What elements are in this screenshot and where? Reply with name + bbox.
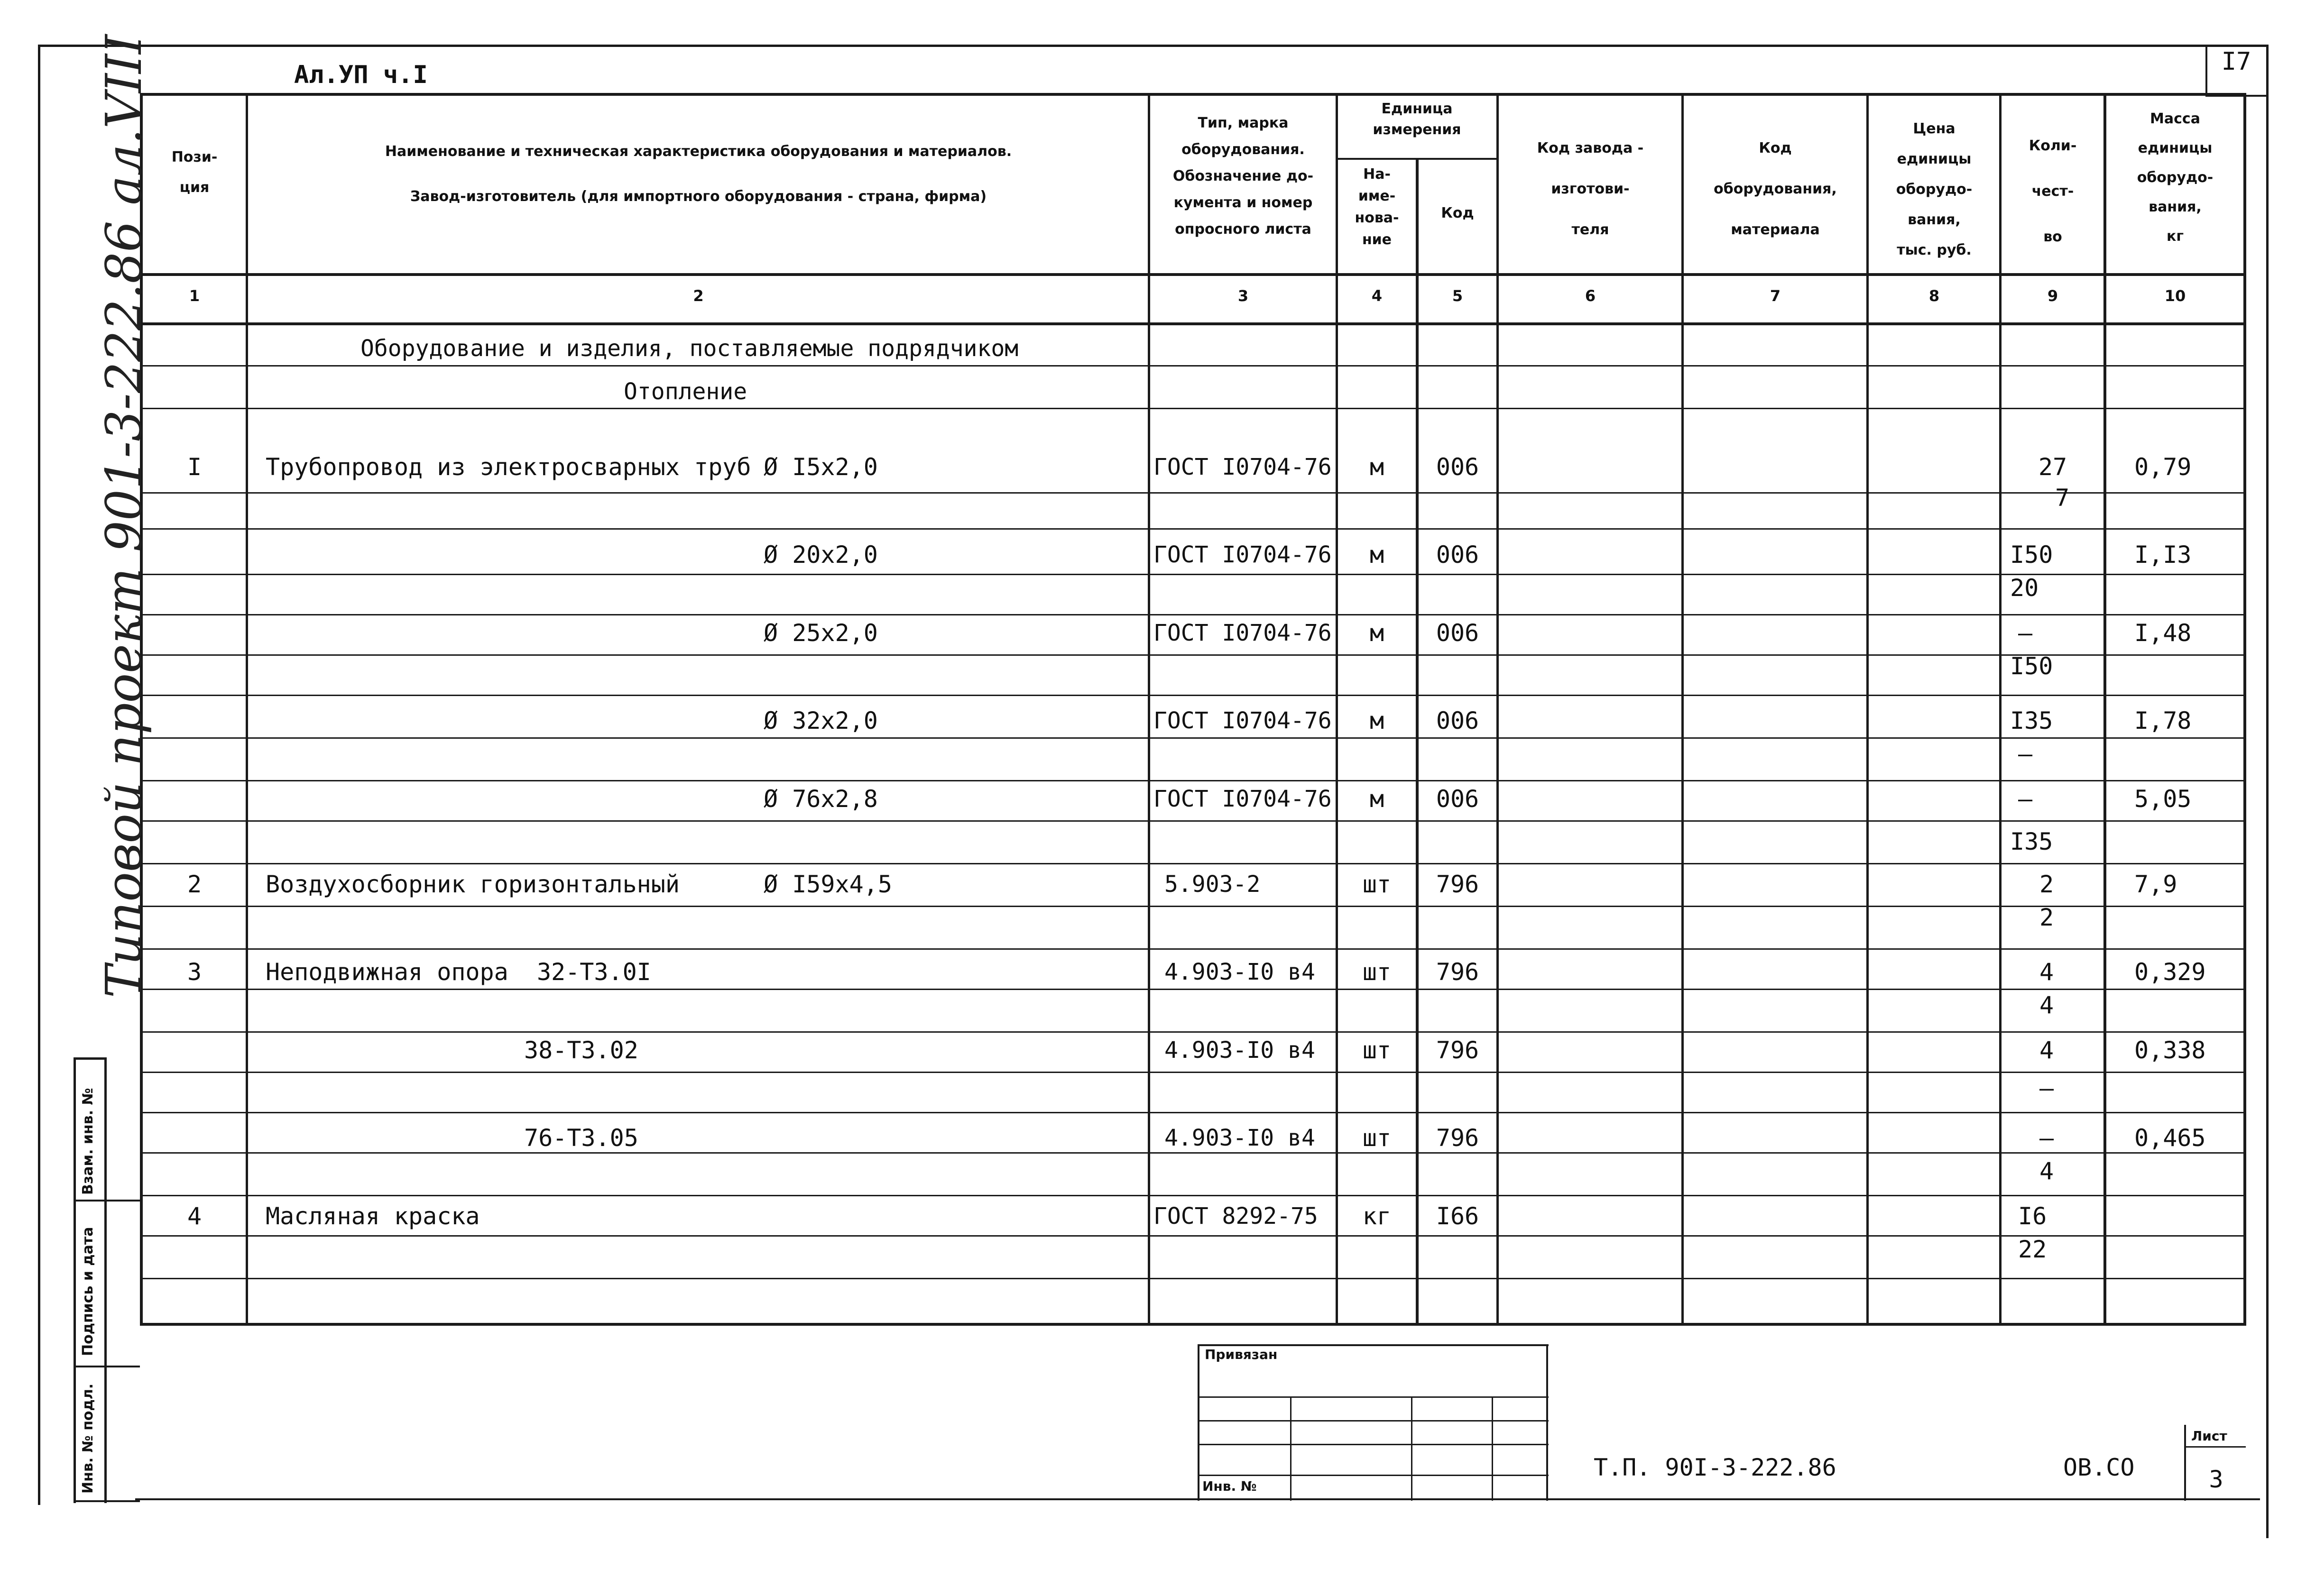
side-label-vzam: Взам. инв. № [80, 1088, 96, 1195]
header-col6: Код завода - изготови- теля [1537, 140, 1644, 238]
table-row-qty: I35 [2010, 707, 2053, 734]
table-row-position: 2 [187, 871, 202, 898]
header-col5: Код [1441, 205, 1474, 221]
table-row-qty: – [2039, 1124, 2054, 1152]
table-row-type: 4.903-I0 в4 [1164, 959, 1315, 985]
table-row-size: Ø 25x2,0 [764, 619, 878, 647]
row-line [140, 820, 2246, 822]
table-row-code: 796 [1436, 958, 1479, 986]
header-col10: Масса единицы оборудо- вания, кг [2137, 110, 2214, 245]
row-line [140, 1112, 2246, 1113]
section-title: Оборудование и изделия, поставляемые подрядчиком [360, 335, 1019, 362]
table-row-type: ГОСТ I0704-76 [1153, 541, 1332, 568]
table-row-unit: м [1369, 541, 1384, 569]
col-number: 5 [1452, 287, 1463, 305]
header-col4: На- име- нова- ние [1355, 166, 1399, 248]
table-row-unit: шт [1362, 1124, 1392, 1152]
stamp-line [1198, 1444, 1549, 1445]
table-row-unit: м [1369, 619, 1384, 647]
row-line [140, 1072, 2246, 1073]
top-sheet-number: I7 [2221, 47, 2251, 76]
side-stamp-line [104, 1057, 107, 1503]
header-unit-group: Единица измерения [1373, 101, 1461, 138]
table-row-qty2: 7 [2055, 484, 2070, 512]
stamp-line [1198, 1344, 1199, 1501]
stamp-inv-no: Инв. № [1202, 1478, 1257, 1494]
table-row-qty2: 2 [2039, 904, 2054, 931]
stamp-line [1546, 1344, 1548, 1501]
table-row-name: 38-Т3.02 [524, 1036, 638, 1064]
stamp-line [1198, 1396, 1549, 1398]
table-row-qty: I50 [2010, 541, 2053, 569]
row-line [140, 1278, 2246, 1279]
table-row-code: 796 [1436, 871, 1479, 898]
table-row-code: I66 [1436, 1202, 1479, 1230]
table-row-position: 4 [187, 1202, 202, 1230]
sheet-number: 3 [2209, 1466, 2223, 1493]
col-sep-2 [1148, 93, 1150, 1326]
table-row-unit: шт [1362, 871, 1392, 898]
header-col7: Код оборудования, материала [1714, 140, 1837, 238]
col-sep-1 [246, 93, 248, 1326]
table-row-code: 006 [1436, 619, 1479, 647]
col-number: 4 [1371, 287, 1383, 305]
table-row-unit: кг [1362, 1202, 1392, 1230]
table-row-type: ГОСТ 8292-75 [1153, 1203, 1318, 1229]
row-line [140, 365, 2246, 367]
table-row-position: 3 [187, 958, 202, 986]
col-number: 6 [1585, 287, 1596, 305]
table-row-size: Ø I5x2,0 [764, 453, 878, 481]
col-number: 2 [693, 287, 704, 305]
stamp-line [1198, 1420, 1549, 1422]
stamp-line [1290, 1396, 1291, 1501]
frame-left [38, 45, 40, 1505]
col-sep-7 [1866, 93, 1869, 1326]
side-stamp-line [74, 1366, 140, 1367]
table-row-size: Ø I59x4,5 [764, 871, 892, 898]
table-row-unit: шт [1362, 1036, 1392, 1064]
table-row-qty: 4 [2039, 1036, 2054, 1064]
row-line [140, 654, 2246, 656]
row-line [140, 1195, 2246, 1196]
header-col8: Цена единицы оборудо- вания, тыс. руб. [1896, 120, 1973, 258]
row-line [140, 492, 2246, 494]
table-row-mass: I,78 [2134, 707, 2192, 734]
table-row-type: 4.903-I0 в4 [1164, 1125, 1315, 1151]
numrow-bottom [140, 322, 2246, 325]
table-row-qty2: 22 [2018, 1236, 2047, 1263]
stamp-line [1492, 1396, 1493, 1501]
stamp-privyazan: Привязан [1205, 1347, 1278, 1362]
col-number: 7 [1770, 287, 1781, 305]
table-row-mass: 7,9 [2134, 871, 2177, 898]
table-row-type: ГОСТ I0704-76 [1153, 707, 1332, 734]
col-number: 9 [2047, 287, 2058, 305]
table-row-qty2: 4 [2039, 1157, 2054, 1185]
header-col3: Тип, марка оборудования. Обозначение до- кумента и номер опросного листа [1172, 115, 1314, 238]
col-sep-6 [1681, 93, 1684, 1326]
table-row-code: 796 [1436, 1036, 1479, 1064]
col-sep-8 [1999, 93, 2002, 1326]
col-number: 3 [1237, 287, 1249, 305]
table-row-qty: – [2018, 785, 2033, 813]
row-line [140, 408, 2246, 409]
table-row-code: 006 [1436, 707, 1479, 734]
side-label-podpis: Подпись и дата [80, 1227, 96, 1356]
document-mark: ОВ.СО [2063, 1454, 2135, 1481]
side-stamp-line [74, 1500, 140, 1502]
table-row-unit: шт [1362, 958, 1392, 986]
table-row-mass: 0,79 [2134, 453, 2192, 481]
table-row-unit: м [1369, 707, 1384, 734]
row-line [140, 863, 2246, 864]
table-row-type: ГОСТ I0704-76 [1153, 454, 1332, 480]
frame-top [38, 45, 2267, 47]
table-row-mass: I,I3 [2134, 541, 2192, 569]
sheet-label: Лист [2191, 1428, 2227, 1444]
table-row-type: 4.903-I0 в4 [1164, 1037, 1315, 1064]
table-row-name: Воздухосборник горизонтальный [266, 871, 680, 898]
table-row-type: ГОСТ I0704-76 [1153, 786, 1332, 812]
row-line [140, 989, 2246, 990]
table-row-name: Неподвижная опора 32-Т3.0I [266, 958, 651, 986]
table-row-qty2: I35 [2010, 828, 2053, 855]
table-row-qty: I6 [2018, 1202, 2047, 1230]
row-line [140, 695, 2246, 696]
table-row-name: 76-Т3.05 [524, 1124, 638, 1152]
col-number: 10 [2164, 287, 2186, 305]
sheet-cell-line [2184, 1446, 2246, 1448]
handwritten-project-label: Типовой проект 901-3-222.86 ал.VIII [95, 34, 153, 998]
table-bottom [140, 1323, 2246, 1326]
header-col2-line2: Завод-изготовитель (для импортного оборудования - страна, фирма) [410, 188, 987, 205]
table-row-unit: м [1369, 785, 1384, 813]
header-col9: Коли- чест- во [2029, 138, 2077, 245]
table-row-qty2: – [2039, 1074, 2054, 1102]
stamp-line [1411, 1396, 1412, 1501]
table-row-qty: 2 [2039, 871, 2054, 898]
side-stamp-line [74, 1057, 107, 1060]
table-row-name: Масляная краска [266, 1202, 480, 1230]
row-line [140, 1031, 2246, 1033]
col-number: 1 [189, 287, 200, 305]
table-row-code: 006 [1436, 453, 1479, 481]
document-code: Т.П. 90I-3-222.86 [1594, 1454, 1836, 1481]
table-row-mass: 0,329 [2134, 958, 2206, 986]
table-row-qty2: 20 [2010, 574, 2039, 602]
side-stamp-line [74, 1200, 140, 1202]
unit-group-line [1336, 158, 1497, 160]
table-row-mass: 5,05 [2134, 785, 2192, 813]
header-col2-line1: Наименование и техническая характеристика оборудования и материалов. [385, 143, 1012, 160]
row-line [140, 906, 2246, 907]
sheet-cell-line [2184, 1425, 2186, 1501]
table-row-position: I [187, 453, 202, 481]
subsection-title: Отопление [624, 378, 747, 405]
table-row-mass: 0,338 [2134, 1036, 2206, 1064]
table-row-size: Ø 76x2,8 [764, 785, 878, 813]
row-line [140, 574, 2246, 575]
table-row-unit: м [1369, 453, 1384, 481]
row-line [140, 948, 2246, 950]
table-row-size: Ø 32x2,0 [764, 707, 878, 734]
table-top [140, 93, 2246, 96]
stamp-line [1198, 1344, 1549, 1346]
col-number: 8 [1928, 287, 1940, 305]
table-row-qty: 4 [2039, 958, 2054, 986]
table-right [2243, 93, 2246, 1326]
row-line [140, 1152, 2246, 1154]
table-row-type: 5.903-2 [1164, 871, 1261, 898]
table-row-qty: 27 [2038, 453, 2067, 481]
table-row-mass: 0,465 [2134, 1124, 2206, 1152]
table-row-name: Трубопровод из электросварных труб [266, 453, 751, 481]
frame-right [2266, 45, 2269, 1538]
side-label-inv-podl: Инв. № подл. [80, 1383, 96, 1494]
table-row-code: 006 [1436, 541, 1479, 569]
table-row-type: ГОСТ I0704-76 [1153, 620, 1332, 646]
col-sep-9 [2103, 93, 2106, 1326]
stamp-line [1198, 1475, 1549, 1476]
table-row-qty2: – [2018, 740, 2033, 768]
row-line [140, 737, 2246, 739]
row-line [140, 1235, 2246, 1237]
album-label: Ал.УП ч.I [294, 61, 428, 89]
table-row-qty: – [2018, 619, 2033, 647]
row-line [140, 614, 2246, 615]
table-row-mass: I,48 [2134, 619, 2192, 647]
header-col1: Пози- ция [171, 149, 218, 196]
row-line [140, 780, 2246, 781]
table-row-qty2: 4 [2039, 991, 2054, 1019]
table-row-code: 006 [1436, 785, 1479, 813]
table-row-code: 796 [1436, 1124, 1479, 1152]
table-row-size: Ø 20x2,0 [764, 541, 878, 569]
header-bottom [140, 273, 2246, 276]
table-row-qty2: I50 [2010, 652, 2053, 680]
row-line [140, 528, 2246, 530]
side-stamp-line [74, 1057, 76, 1503]
